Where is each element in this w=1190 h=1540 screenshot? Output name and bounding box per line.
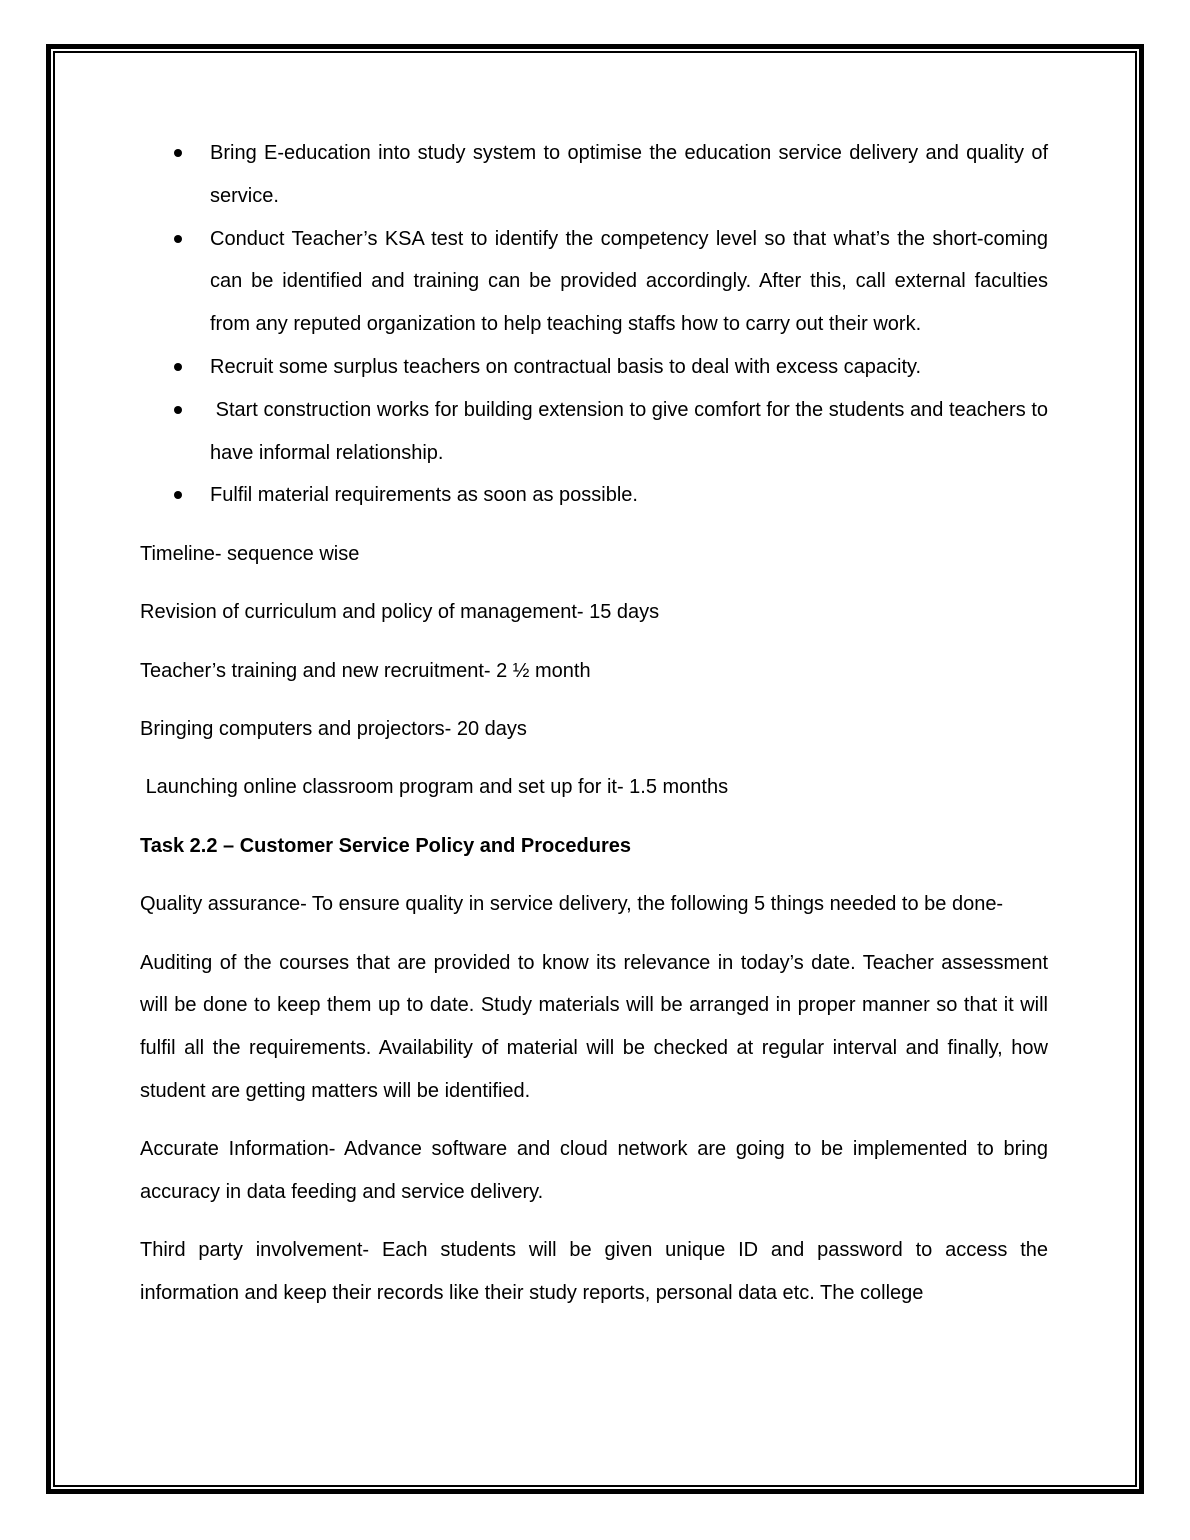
quality-assurance-paragraph: Quality assurance- To ensure quality in service delivery, the following 5 things needed to be done- xyxy=(140,893,1004,916)
bullet-icon xyxy=(174,235,182,243)
timeline-heading: Timeline- sequence wise xyxy=(140,542,360,565)
bullet-icon xyxy=(174,491,182,499)
bullet-text: Bring E-education into study system to optimise the education service delivery and quality of service. xyxy=(210,142,1048,207)
bullet-item xyxy=(140,218,1048,346)
bullet-text: Fulfil material requirements as soon as possible. xyxy=(210,484,638,507)
action-bullet-list xyxy=(140,132,1054,517)
third-party-paragraph: Third party involvement- Each students will be given unique ID and password to access the information and keep their records like their study reports, personal data etc. The college xyxy=(140,1239,1048,1305)
bullet-text: Start construction works for building extension to give comfort for the students and teachers to have informal relationship. xyxy=(210,398,1054,464)
bullet-item xyxy=(140,346,1048,389)
bullet-icon xyxy=(174,406,182,414)
auditing-paragraph: Auditing of the courses that are provided to know its relevance in today’s date. Teacher assessment will be done to keep them up to date. Study materials will be arranged in proper manner so that it will fulfil all the requirements. Availability of material will be checked at regular interval and finally, how student are getting matters will be identified. xyxy=(140,951,1048,1102)
bullet-text: Recruit some surplus teachers on contractual basis to deal with excess capacity. xyxy=(210,355,922,378)
timeline-item: Bringing computers and projectors- 20 days xyxy=(140,717,527,740)
bullet-item xyxy=(140,474,1048,517)
timeline-item: Launching online classroom program and set up for it- 1.5 months xyxy=(140,776,729,799)
timeline-item: Revision of curriculum and policy of management- 15 days xyxy=(140,601,660,624)
timeline-item: Teacher’s training and new recruitment- 2 ½ month xyxy=(140,659,591,682)
bullet-text: Conduct Teacher’s KSA test to identify the competency level so that what’s the short-coming can be identified and training can be provided accordingly. After this, call external faculties from any reputed organization to help teaching staffs how to carry out their work. xyxy=(210,227,1048,336)
bullet-item xyxy=(140,389,1054,475)
bullet-item xyxy=(140,132,1048,218)
document-body xyxy=(140,132,1054,1315)
bullet-icon xyxy=(174,149,182,157)
accurate-information-paragraph: Accurate Information- Advance software and cloud network are going to be implemented to bring accuracy in data feeding and service delivery. xyxy=(140,1138,1048,1204)
task-heading: Task 2.2 – Customer Service Policy and Procedures xyxy=(140,834,631,857)
bullet-icon xyxy=(174,363,182,371)
